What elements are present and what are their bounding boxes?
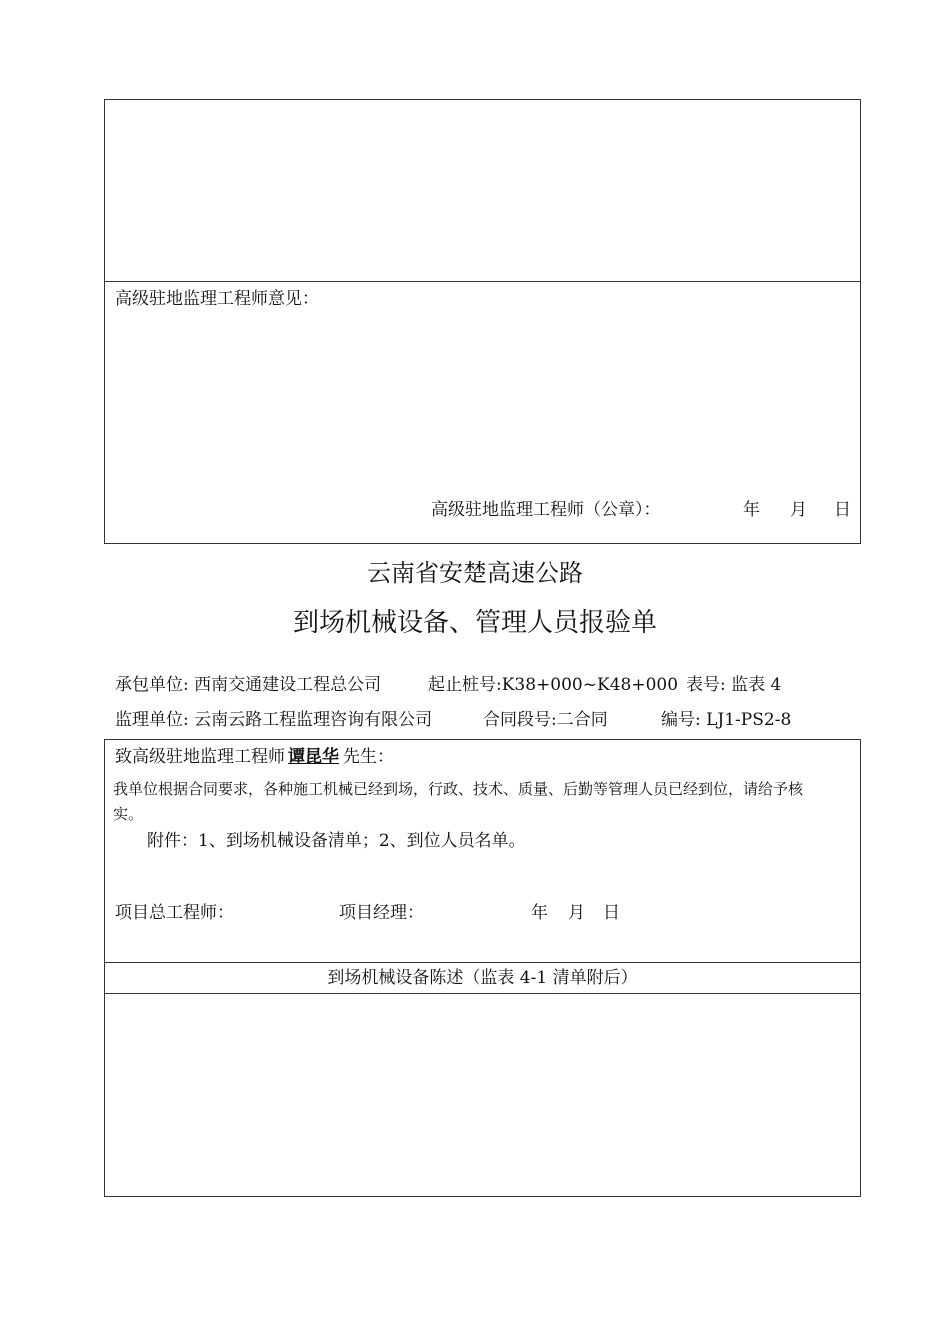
- form-number: 表号: 监表 4: [686, 675, 782, 695]
- body-line-1: 我单位根据合同要求，各种施工机械已经到场，行政、技术、质量、后勤等管理人员已经到位，请给予核: [113, 780, 804, 798]
- page-title-line1: 云南省安楚高速公路: [367, 559, 583, 587]
- contract-section: 合同段号:二合同: [483, 710, 608, 730]
- manager-label: 项目经理：: [339, 903, 424, 923]
- form-day: 日: [603, 903, 620, 923]
- supervisor-info: 监理单位: 云南云路工程监理咨询有限公司: [115, 710, 433, 730]
- top-blank-cell: [104, 99, 861, 282]
- equipment-blank-cell: [104, 993, 861, 1197]
- page-title-line2: 到场机械设备、管理人员报验单: [292, 608, 657, 638]
- addressee-suffix: 先生：: [343, 747, 394, 767]
- body-line-2: 实。: [113, 805, 144, 823]
- signature-day: 日: [834, 500, 851, 520]
- signature-year: 年: [743, 500, 760, 520]
- chief-engineer-label: 项目总工程师：: [115, 903, 234, 923]
- serial-number: 编号: LJ1-PS2-8: [661, 710, 792, 730]
- addressee-line: [115, 742, 394, 767]
- application-cell: [104, 739, 861, 963]
- form-month: 月: [568, 903, 585, 923]
- signature-month: 月: [790, 500, 807, 520]
- addressee-prefix: 致高级驻地监理工程师: [115, 747, 285, 767]
- contractor-info: 承包单位: 西南交通建设工程总公司: [115, 675, 382, 695]
- signature-label: 高级驻地监理工程师（公章）：: [431, 500, 661, 520]
- addressee-name: 谭昆华: [288, 747, 339, 767]
- station-range: 起止桩号:K38+000~K48+000: [428, 675, 679, 695]
- form-year: 年: [531, 903, 548, 923]
- equipment-heading: 到场机械设备陈述（监表 4-1 清单附后）: [327, 968, 638, 988]
- attachment-line: 附件：1、到场机械设备清单；2、到位人员名单。: [147, 831, 526, 851]
- opinion-label: 高级驻地监理工程师意见：: [115, 289, 319, 309]
